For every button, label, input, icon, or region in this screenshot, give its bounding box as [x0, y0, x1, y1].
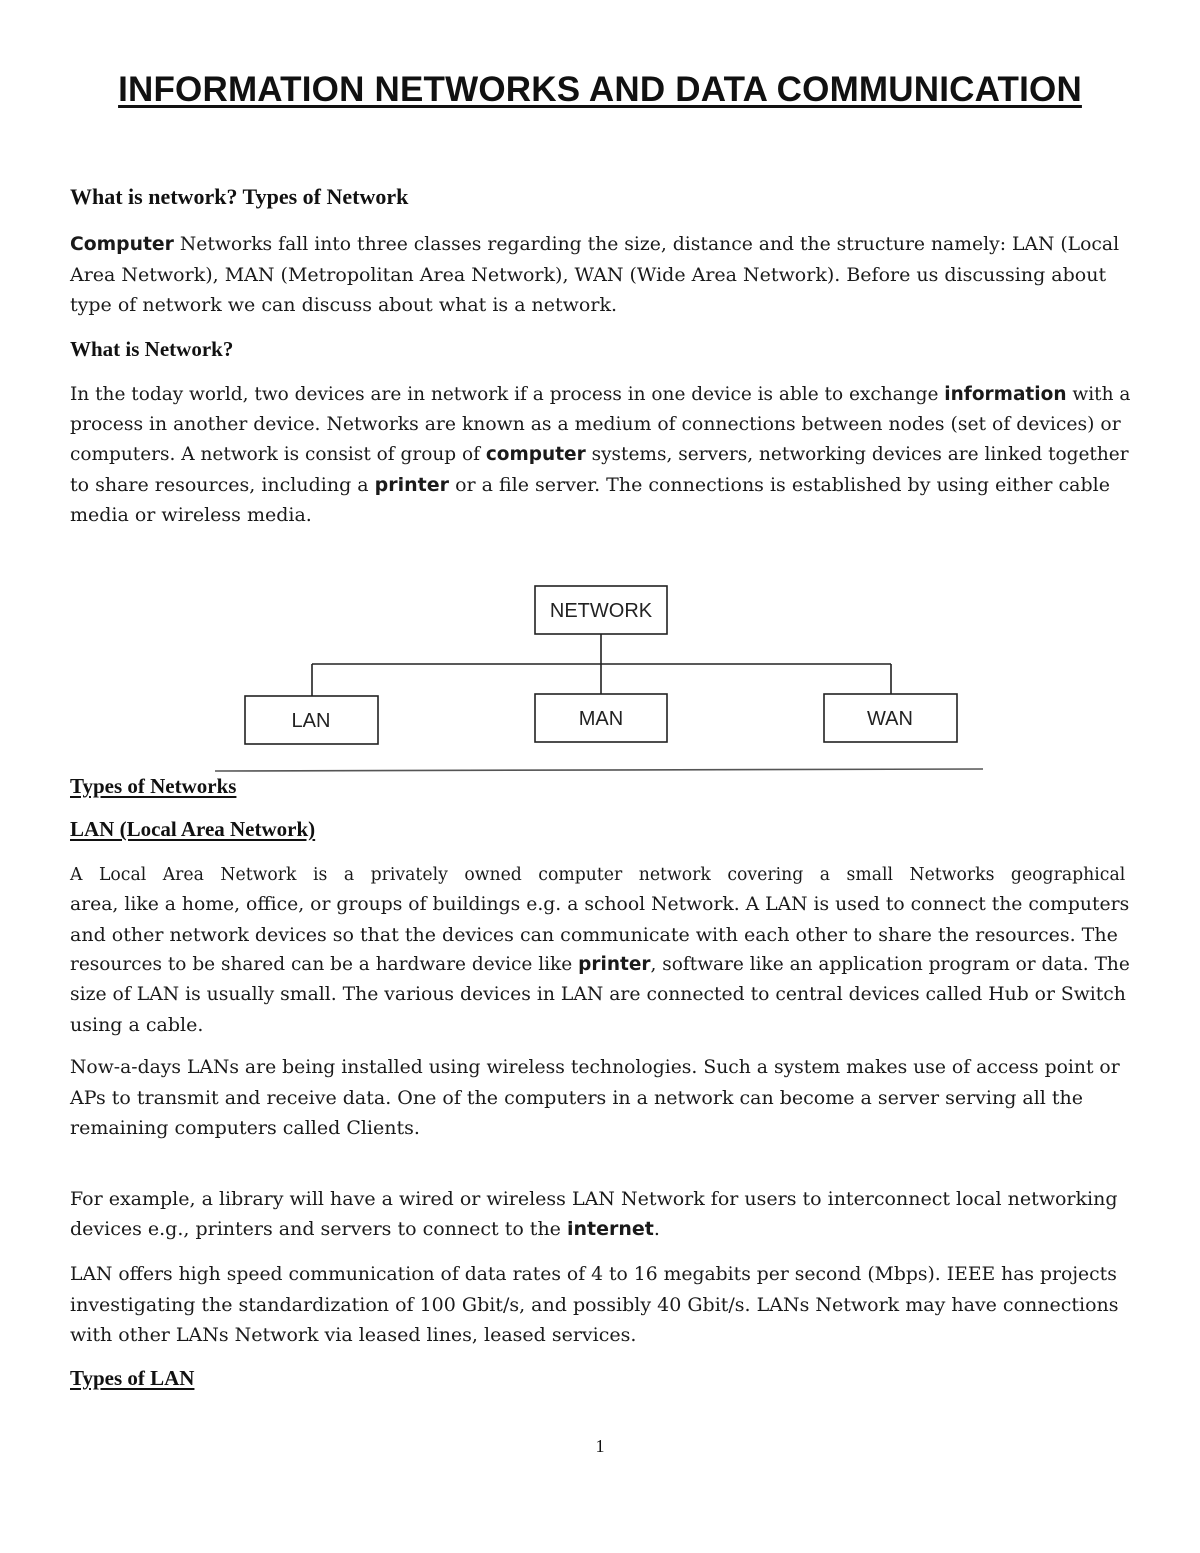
divider-line: [215, 769, 983, 771]
page-number: 1: [595, 1436, 605, 1456]
lan-paragraph-1: A Local Area Network is a privately owned computer network covering a small Networks geographical area, like a home, office, or groups of buildings e.g. a school Network. A LAN is used to connect the computers and other network devices so that the devices can communicate with each other to share the resources. The resources to be shared can be a hardware device like printer, software like an application program or data. The size of LAN is usually small. The various devices in LAN are connected to central devices called Hub or Switch using a cable.: [70, 865, 1130, 1036]
what-is-network-paragraph: In the today world, two devices are in network if a process in one device is able to exchange information with a process in another device. Networks are known as a medium of connections between nodes (set of devices) or computers. A network is consist of group of computer systems, servers, networking devices are linked together to share resources, including a printer or a file server. The connections is established by using either cable media or wireless media.: [70, 384, 1131, 526]
bold-term: computer: [485, 444, 586, 465]
wan-label: WAN: [867, 708, 913, 730]
bold-term: printer: [578, 954, 651, 975]
bold-term: internet: [566, 1218, 654, 1240]
lan-heading: LAN (Local Area Network): [70, 817, 316, 841]
section-heading: What is network? Types of Network: [70, 184, 409, 209]
network-types-diagram: [215, 578, 985, 774]
types-of-lan-heading: Types of LAN: [70, 1366, 195, 1390]
intro-line-1: Computer Networks fall into three classes regarding the size, distance and the structure namely: LAN (Local: [70, 234, 1120, 255]
bold-term: printer: [374, 474, 450, 496]
lan-label: LAN: [291, 710, 331, 732]
intro-line-2: Area Network), MAN (Metropolitan Area Network), WAN (Wide Area Network). Before us discussing about: [70, 264, 1107, 286]
man-label: MAN: [578, 708, 624, 730]
network-label: NETWORK: [549, 600, 653, 622]
document-title: INFORMATION NETWORKS AND DATA COMMUNICATION: [118, 70, 1082, 109]
bold-term: information: [944, 384, 1067, 405]
lan-paragraph-2: Now-a-days LANs are being installed using wireless technologies. Such a system makes use of access point or APs to transmit and receive data. One of the computers in a network can become a server serving all the remaining computers called Clients.: [70, 1057, 1120, 1139]
types-of-networks-heading: Types of Networks: [70, 774, 237, 798]
lan-paragraph-4: LAN offers high speed communication of data rates of 4 to 16 megabits per second (Mbps). IEEE has projects investigating the standardization of 100 Gbit/s, and possibly 40 Gbit/s. LANs Network may have connections with other LANs Network via leased lines, leased services.: [70, 1264, 1119, 1346]
bold-term: Computer: [70, 234, 174, 255]
what-is-network-heading: What is Network?: [70, 337, 234, 361]
intro-line-3: type of network we can discuss about what is a network.: [70, 294, 618, 316]
lan-paragraph-3: For example, a library will have a wired or wireless LAN Network for users to interconnect local networking devices e.g., printers and servers to connect to the internet.: [70, 1188, 1118, 1240]
intro-paragraph: [70, 230, 1130, 320]
